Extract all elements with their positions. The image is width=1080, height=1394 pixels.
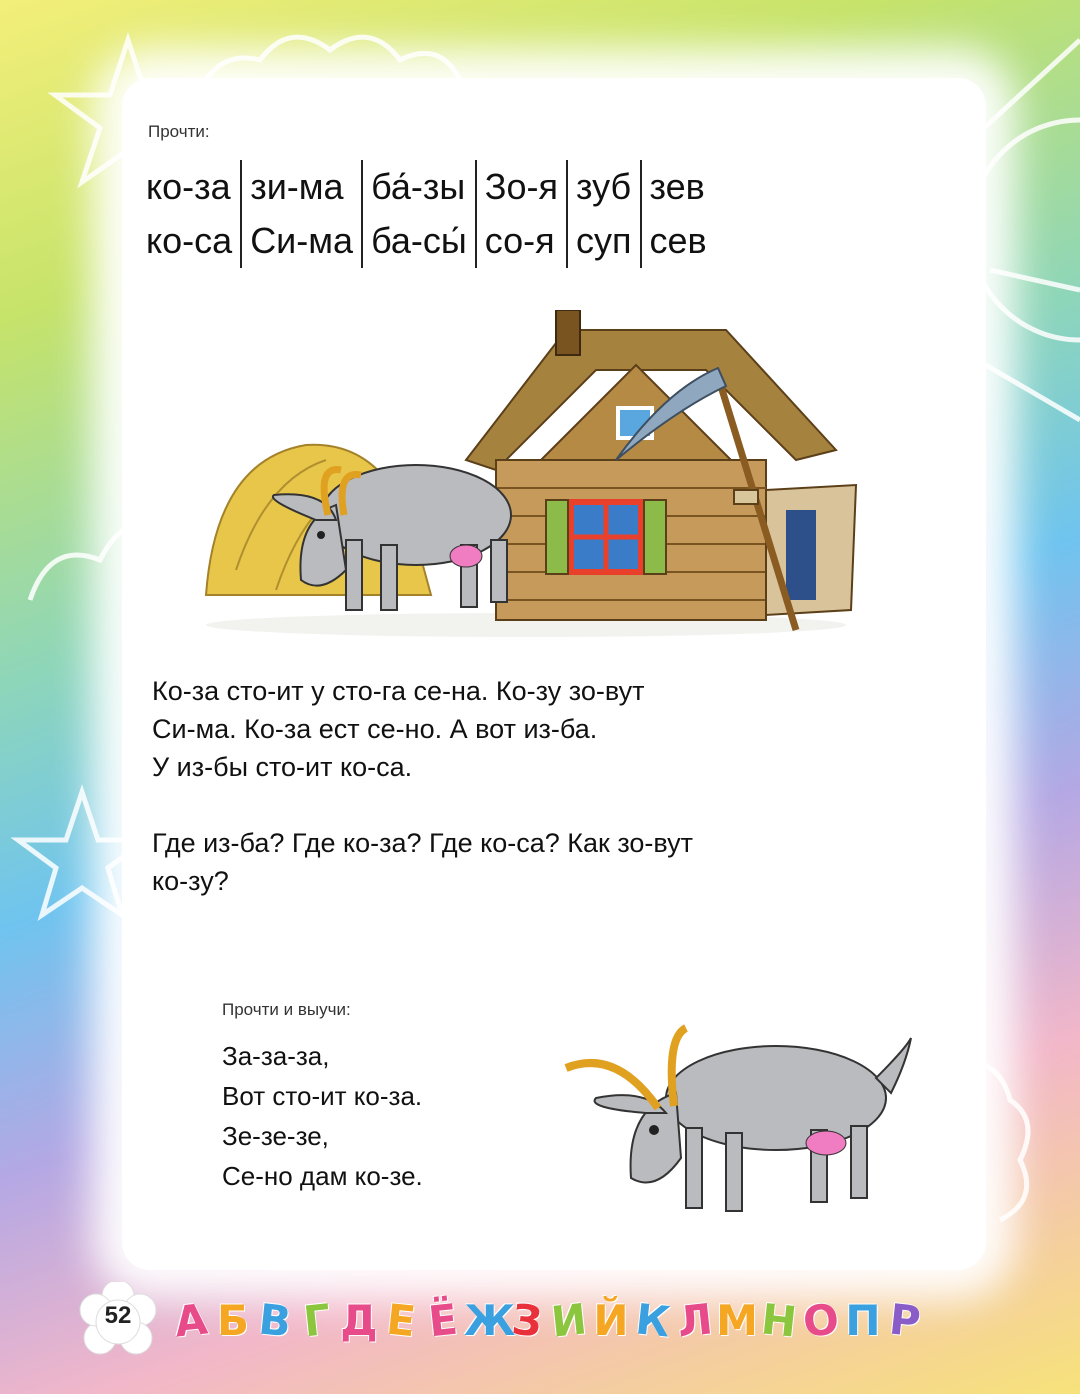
- syllable-column: [640, 160, 715, 268]
- alphabet-letter: М: [716, 1296, 758, 1345]
- alphabet-letter: Ё: [426, 1294, 460, 1347]
- syllable-cell: ко-за: [146, 166, 231, 207]
- poem-line: Се-но дам ко-зе.: [222, 1161, 423, 1191]
- page-number: 52: [104, 1302, 132, 1329]
- learn-label: Прочти и выучи:: [222, 1000, 351, 1019]
- syllable-cell: сев: [649, 220, 707, 261]
- alphabet-letter: Ж: [464, 1296, 516, 1345]
- syllable-cell: Зо-я: [484, 166, 558, 207]
- alphabet-letter: О: [800, 1294, 842, 1347]
- alphabet-letter: Б: [216, 1296, 249, 1345]
- log-hut: [466, 310, 856, 620]
- syllable-column: [566, 160, 640, 268]
- goat-small: [566, 1028, 911, 1211]
- poem-line: Зе-зе-зе,: [222, 1121, 329, 1151]
- syllable-cell: ба-сы́: [371, 220, 467, 261]
- alphabet-letter: А: [172, 1294, 210, 1347]
- poem: [222, 1036, 423, 1196]
- question-line: Где из-ба? Где ко-за? Где ко-са? Как зо-вут: [152, 828, 694, 858]
- poem-line: За-за-за,: [222, 1041, 330, 1071]
- alphabet-letter: Д: [340, 1296, 378, 1345]
- alphabet-letter: Й: [593, 1296, 629, 1345]
- alphabet-letter: Р: [887, 1294, 923, 1347]
- alphabet-letter: Н: [758, 1294, 800, 1347]
- alphabet-letter: Л: [675, 1294, 715, 1347]
- syllable-column: [240, 160, 361, 268]
- alphabet-letter: З: [509, 1294, 545, 1347]
- alphabet-letter: В: [256, 1294, 294, 1347]
- alphabet-strip: [170, 1296, 926, 1345]
- syllable-cell: ба́-зы: [371, 166, 466, 207]
- alphabet-letter: П: [845, 1296, 881, 1345]
- page-number-badge: [78, 1282, 158, 1362]
- story-text: [152, 672, 644, 786]
- hut-scene-illustration: [196, 310, 868, 640]
- alphabet-letter: И: [548, 1294, 590, 1347]
- syllable-column: [361, 160, 475, 268]
- syllable-column: [475, 160, 566, 268]
- sun-outline: [970, 120, 1080, 340]
- syllable-cell: зев: [649, 166, 705, 207]
- alphabet-letter: Г: [301, 1294, 333, 1347]
- alphabet-letter: Е: [384, 1294, 418, 1347]
- read-label: Прочти:: [148, 122, 210, 141]
- story-line: Ко-за сто-ит у сто-га се-на. Ко-зу зо-вут: [152, 676, 645, 706]
- question-line: ко-зу?: [152, 866, 229, 896]
- syllable-column: [146, 160, 240, 268]
- syllable-cell: Си-ма: [250, 220, 354, 261]
- story-line: Си-ма. Ко-за ест се-но. А вот из-ба.: [152, 714, 598, 744]
- syllable-cell: со-я: [484, 220, 555, 261]
- syllable-cell: зи-ма: [250, 166, 344, 207]
- syllable-cell: суп: [576, 220, 632, 261]
- syllable-cell: зуб: [576, 166, 632, 207]
- syllable-table: [146, 160, 715, 268]
- goat-small-illustration: [556, 1018, 926, 1228]
- syllable-cell: ко-са: [146, 220, 233, 261]
- questions-text: [152, 824, 693, 900]
- story-line: У из-бы сто-ит ко-са.: [152, 752, 413, 782]
- poem-line: Вот сто-ит ко-за.: [222, 1081, 423, 1111]
- alphabet-letter: К: [633, 1294, 673, 1347]
